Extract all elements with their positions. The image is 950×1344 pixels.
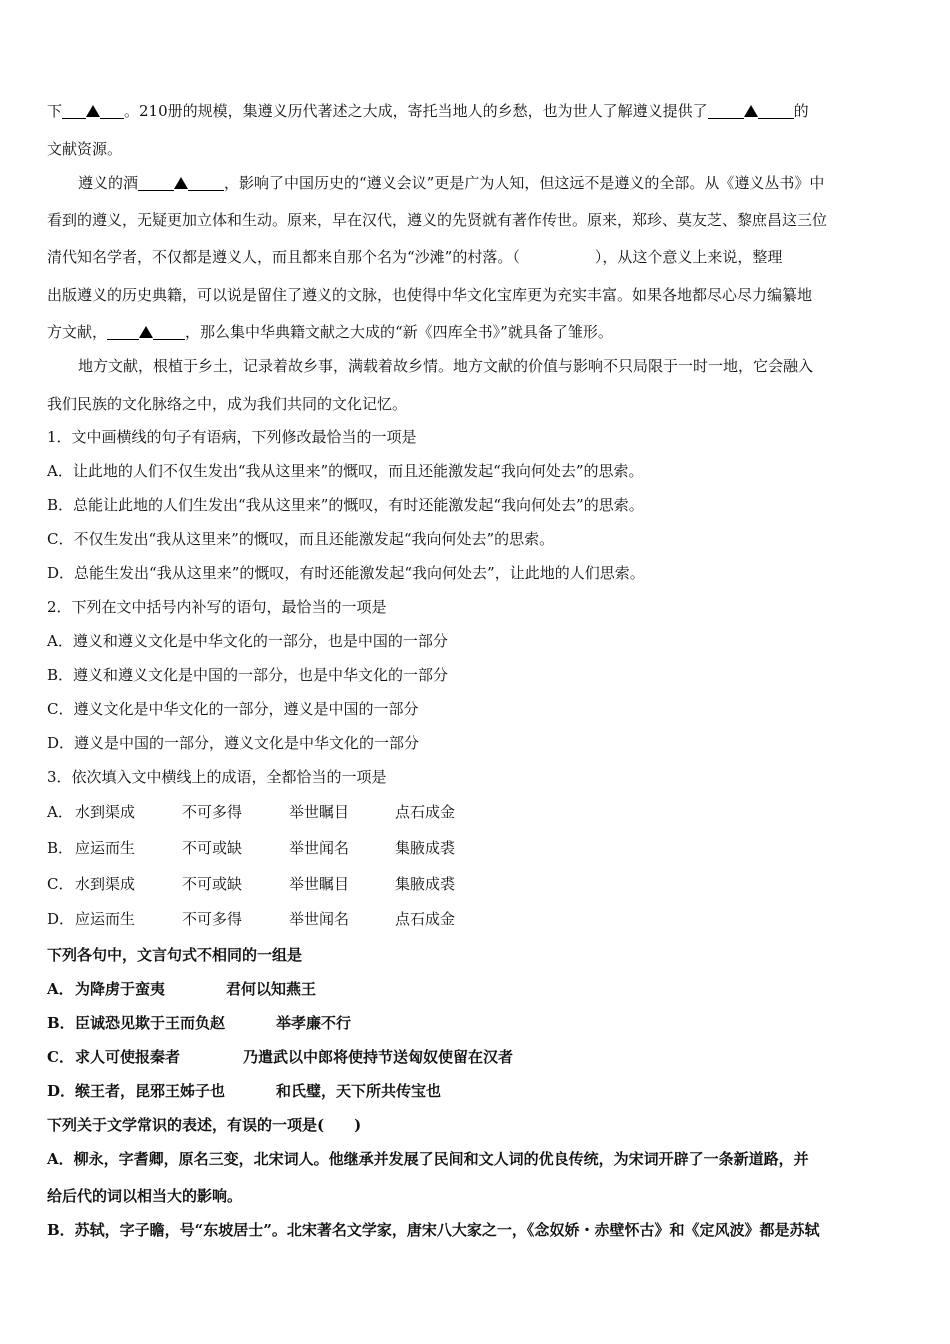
idiom: 举世闻名: [289, 910, 350, 928]
question-2-option-b: B．遵义和遵义文化是中国的一部分，也是中华文化的一部分: [47, 666, 449, 684]
idiom: 水到渠成: [75, 803, 136, 821]
blank-triangle-icon: [744, 105, 758, 117]
passage-line-4: 看到的遵义，无疑更加立体和生动。原来，早在汉代，遵义的先贤就有著作传世。原来，郑珍、莫友芝、黎庶昌这三位: [47, 211, 828, 229]
idiom: 集腋成裘: [395, 839, 456, 857]
sentence-b: 乃遣武以中郎将使持节送匈奴使留在汉者: [243, 1048, 514, 1066]
blank-triangle-icon: [139, 326, 153, 338]
option-label: A．: [47, 803, 73, 821]
passage-text: 遵义的酒: [78, 174, 139, 192]
option-label: A．: [47, 980, 74, 998]
passage-line-3: [78, 173, 824, 193]
question-5-option-b-line-1: B．苏轼，字子瞻，号“东坡居士”。北宋著名文学家，唐宋八大家之一，《念奴娇・赤壁怀古》和《定风波》都是苏轼: [47, 1221, 820, 1239]
passage-line-9: 我们民族的文化脉络之中，成为我们共同的文化记忆。: [47, 395, 408, 413]
sentence-b: 和氏璧，天下所共传宝也: [276, 1082, 442, 1100]
question-2-stem: 2．下列在文中括号内补写的语句，最恰当的一项是: [47, 598, 387, 616]
option-label: B．: [47, 839, 74, 857]
passage-text: 方文献，: [47, 323, 108, 341]
idiom: 不可或缺: [182, 839, 243, 857]
sentence-a: 求人可使报秦者: [75, 1048, 181, 1066]
question-4-stem: 下列各句中，文言句式不相同的一组是: [47, 946, 303, 964]
question-1-option-d: D．总能生发出“我从这里来”的慨叹，有时还能激发起“我向何处去”，让此地的人们思索。: [47, 564, 645, 582]
idiom: 不可或缺: [182, 875, 243, 893]
passage-line-2: 文献资源。: [47, 140, 123, 158]
passage-text: ，那么集中华典籍文献之大成的“新《四库全书》”就具备了雏形。: [185, 323, 613, 341]
question-1-option-a: A．让此地的人们不仅生发出“我从这里来”的慨叹，而且还能激发起“我向何处去”的思索。: [47, 462, 644, 480]
question-2-option-a: A．遵义和遵义文化是中华文化的一部分，也是中国的一部分: [47, 632, 448, 650]
question-1-option-c: C．不仅生发出“我从这里来”的慨叹，而且还能激发起“我向何处去”的思索。: [47, 530, 555, 548]
passage-line-8: 地方文献，根植于乡土，记录着故乡事，满载着故乡情。地方文献的价值与影响不只局限于一时一地，它会融入: [78, 357, 814, 375]
sentence-b: 君何以知燕王: [226, 980, 317, 998]
passage-line-7: [47, 322, 613, 342]
fill-blank: [708, 102, 744, 119]
option-label: C．: [47, 1048, 74, 1066]
sentence-a: 缑王者，昆邪王姊子也: [75, 1082, 226, 1100]
question-5-option-a-line-1: A．柳永，字耆卿，原名三变，北宋词人。他继承并发展了民间和文人词的优良传统，为宋词开辟了一条新道路，并: [47, 1150, 809, 1168]
idiom: 不可多得: [182, 910, 243, 928]
option-label: B．: [47, 1014, 75, 1032]
blank-triangle-icon: [174, 177, 188, 189]
idiom: 举世瞩目: [289, 803, 350, 821]
passage-text: 下: [47, 102, 63, 120]
fill-blank: [62, 102, 86, 119]
option-label: D．: [47, 1082, 76, 1100]
sentence-b: 举孝廉不行: [276, 1014, 352, 1032]
fill-blank: [188, 174, 224, 191]
question-1-stem: 1．文中画横线的句子有语病，下列修改最恰当的一项是: [47, 428, 417, 446]
question-2-option-d: D．遵义是中国的一部分，遵义文化是中华文化的一部分: [47, 734, 420, 752]
fill-blank: [758, 102, 794, 119]
question-1-option-b: B．总能让此地的人们生发出“我从这里来”的慨叹，有时还能激发起“我向何处去”的思索。: [47, 496, 644, 514]
sentence-a: 臣诚恐见欺于王而负赵: [75, 1014, 226, 1032]
passage-line-1: [47, 101, 809, 121]
idiom: 点石成金: [395, 803, 456, 821]
idiom: 集腋成裘: [395, 875, 456, 893]
question-5-option-a-line-2: 给后代的词以相当大的影响。: [47, 1187, 243, 1205]
fill-blank: [138, 174, 174, 191]
blank-triangle-icon: [86, 105, 100, 117]
sentence-a: 为降虏于蛮夷: [75, 980, 166, 998]
passage-line-5: 清代知名学者，不仅都是遵义人，而且都来自那个名为“沙滩”的村落。（ ），从这个意义上来说，整理: [47, 248, 783, 266]
fill-blank: [100, 102, 124, 119]
fill-blank: [107, 323, 139, 340]
idiom: 举世闻名: [289, 839, 350, 857]
question-3-stem: 3．依次填入文中横线上的成语，全都恰当的一项是: [47, 768, 387, 786]
question-5-stem: 下列关于文学常识的表述，有误的一项是( ): [47, 1116, 362, 1134]
idiom: 不可多得: [182, 803, 243, 821]
passage-text: ，影响了中国历史的“遵义会议”更是广为人知，但这远不是遵义的全部。从《遵义丛书》中: [224, 174, 825, 192]
passage-text: 。210册的规模，集遵义历代著述之大成，寄托当地人的乡愁，也为世人了解遵义提供了: [124, 102, 708, 120]
passage-line-6: 出版遵义的历史典籍，可以说是留住了遵义的文脉，也使得中华文化宝库更为充实丰富。如果各地都尽心尽力编纂地: [47, 286, 813, 304]
idiom: 应运而生: [75, 910, 136, 928]
fill-blank: [153, 323, 185, 340]
idiom: 点石成金: [395, 910, 456, 928]
idiom: 举世瞩目: [289, 875, 350, 893]
option-label: C．: [47, 875, 74, 893]
question-2-option-c: C．遵义文化是中华文化的一部分，遵义是中国的一部分: [47, 700, 419, 718]
idiom: 水到渠成: [75, 875, 136, 893]
idiom: 应运而生: [75, 839, 136, 857]
passage-text: 的: [793, 102, 809, 120]
option-label: D．: [47, 910, 75, 928]
